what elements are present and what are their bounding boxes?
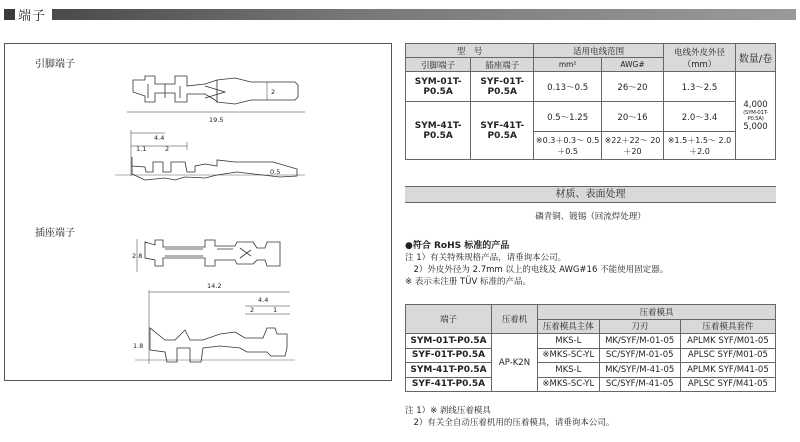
crimp-header-body: 压着模具主体 — [538, 319, 600, 334]
socket-dim-2: 2 — [250, 306, 255, 314]
crimp-cell-body: MKS-L — [538, 363, 600, 378]
bottom-notes — [405, 405, 785, 429]
terminal-technical-drawing — [5, 44, 391, 380]
pin-dim-4-4: 4.4 — [154, 134, 165, 142]
pin-dim-0-5: 0.5 — [270, 168, 281, 176]
crimp-cell-blade: MK/SYF/M-41-05 — [599, 363, 680, 378]
spec-header-pin: 引脚端子 — [406, 58, 471, 72]
crimp-cell-kit: APLSC SYF/M41-05 — [680, 377, 775, 392]
crimp-header-terminal: 端子 — [406, 305, 492, 334]
crimp-header-blade: 刀刃 — [599, 319, 680, 334]
qty-main: 4,000 — [743, 99, 768, 110]
pin-terminal-top-view — [127, 76, 305, 112]
pin-dim-2: 2 — [271, 88, 276, 96]
socket-dim-4-4: 4.4 — [258, 296, 269, 304]
crimp-cell-blade: SC/SYF/M-01-05 — [599, 348, 680, 363]
rohs-note: ●符合 RoHS 标准的产品 — [405, 241, 510, 251]
table-row — [406, 363, 776, 378]
spec-cell-outer: 2.0～3.4 — [664, 102, 736, 132]
crimp-header-machine: 压着机 — [492, 305, 538, 334]
spec-cell-socket: SYF-01T-P0.5A — [471, 72, 534, 102]
table-row — [406, 348, 776, 363]
section-title: 端子 — [18, 8, 47, 24]
crimp-cell-terminal: SYM-01T-P0.5A — [406, 334, 492, 349]
crimp-cell-kit: APLSC SYF/M01-05 — [680, 348, 775, 363]
spec-cell-pin: SYM-01T-P0.5A — [406, 72, 471, 102]
crimp-cell-blade: SC/SYF/M-41-05 — [599, 377, 680, 392]
spec-header-model: 型 号 — [406, 44, 534, 58]
bottom-note-1: 注 1）※ 剥线压着模具 — [405, 406, 491, 416]
title-rule — [52, 9, 796, 20]
spec-cell-awg: 26～20 — [601, 72, 663, 102]
pin-dim-19-5: 19.5 — [209, 116, 224, 124]
crimp-header-tooling: 压着模具 — [538, 305, 776, 320]
socket-dim-14-2: 14.2 — [207, 282, 222, 290]
table-row — [406, 377, 776, 392]
spec-header-wire-range: 适用电线范围 — [534, 44, 664, 58]
crimp-tooling-table — [405, 304, 776, 392]
material-text: 磷青铜、镀锡（回流焊处理） — [535, 212, 646, 222]
material-header: 材质、表面处理 — [405, 186, 776, 203]
spec-cell-outer: 1.3～2.5 — [664, 72, 736, 102]
crimp-header-kit: 压着模具套件 — [680, 319, 775, 334]
spec-cell-awg: 20～16 — [601, 102, 663, 132]
note-1: 注 1）有关特殊规格产品，请垂询本公司。 — [405, 253, 567, 263]
crimp-cell-blade: MK/SYF/M-01-05 — [599, 334, 680, 349]
spec-table — [405, 43, 776, 160]
table-row — [406, 334, 776, 349]
note-2: 2）外皮外径为 2.7mm 以上的电线及 AWG#16 不能使用固定器。 — [405, 265, 669, 275]
spec-cell-mm2-extra: ※0.3＋0.3～ 0.5＋0.5 — [534, 132, 602, 160]
spec-cell-socket: SYF-41T-P0.5A — [471, 102, 534, 160]
spec-header-outer-label: 电线外皮外径 — [674, 47, 726, 58]
socket-dim-1-8: 1.8 — [133, 342, 144, 350]
pin-dim-2b: 2 — [165, 145, 170, 153]
crimp-cell-machine: AP-K2N — [492, 334, 538, 392]
crimp-cell-terminal: SYF-41T-P0.5A — [406, 377, 492, 392]
note-3: ※ 表示未注册 TÜV 标准的产品。 — [405, 277, 531, 287]
socket-dim-1: 1 — [273, 306, 278, 314]
spec-cell-mm2: 0.5～1.25 — [534, 102, 602, 132]
spec-header-socket: 插座端子 — [471, 58, 534, 72]
crimp-cell-body: MKS-L — [538, 334, 600, 349]
spec-cell-outer-extra: ※1.5＋1.5～ 2.0＋2.0 — [664, 132, 736, 160]
spec-cell-mm2: 0.13～0.5 — [534, 72, 602, 102]
crimp-cell-kit: APLMK SYF/M41-05 — [680, 363, 775, 378]
spec-header-awg: AWG# — [601, 58, 663, 72]
title-square-icon — [4, 9, 15, 20]
spec-cell-pin: SYM-41T-P0.5A — [406, 102, 471, 160]
crimp-cell-body: ※MKS-SC-YL — [538, 377, 600, 392]
spec-cell-qty — [736, 72, 776, 160]
qty-alt-label: (SYM-01T-P0.5A) — [743, 109, 768, 122]
socket-terminal-label: 插座端子 — [35, 228, 75, 239]
pin-terminal-label: 引脚端子 — [35, 59, 75, 70]
spec-header-outer-diameter — [664, 44, 736, 72]
notes-block — [405, 240, 785, 288]
qty-alt: 5,000 — [743, 121, 768, 132]
spec-header-qty: 数量/卷 — [736, 44, 776, 72]
crimp-cell-body: ※MKS-SC-YL — [538, 348, 600, 363]
socket-terminal-top-view — [137, 239, 280, 272]
crimp-cell-terminal: SYF-01T-P0.5A — [406, 348, 492, 363]
spec-header-mm2: mm² — [534, 58, 602, 72]
crimp-cell-terminal: SYM-41T-P0.5A — [406, 363, 492, 378]
socket-dim-2-8: 2.8 — [132, 252, 143, 260]
spec-cell-awg-extra: ※22＋22～ 20＋20 — [601, 132, 663, 160]
terminal-drawing-panel — [4, 43, 392, 381]
pin-dim-1-1: 1.1 — [136, 145, 147, 153]
bottom-note-2: 2）有关全自动压着机用的压着模具，请垂询本公司。 — [405, 418, 615, 428]
crimp-cell-kit: APLMK SYF/M01-05 — [680, 334, 775, 349]
spec-header-outer-unit: （mm） — [682, 59, 717, 70]
section-title-bar — [4, 6, 796, 22]
socket-terminal-side-view — [135, 290, 295, 364]
